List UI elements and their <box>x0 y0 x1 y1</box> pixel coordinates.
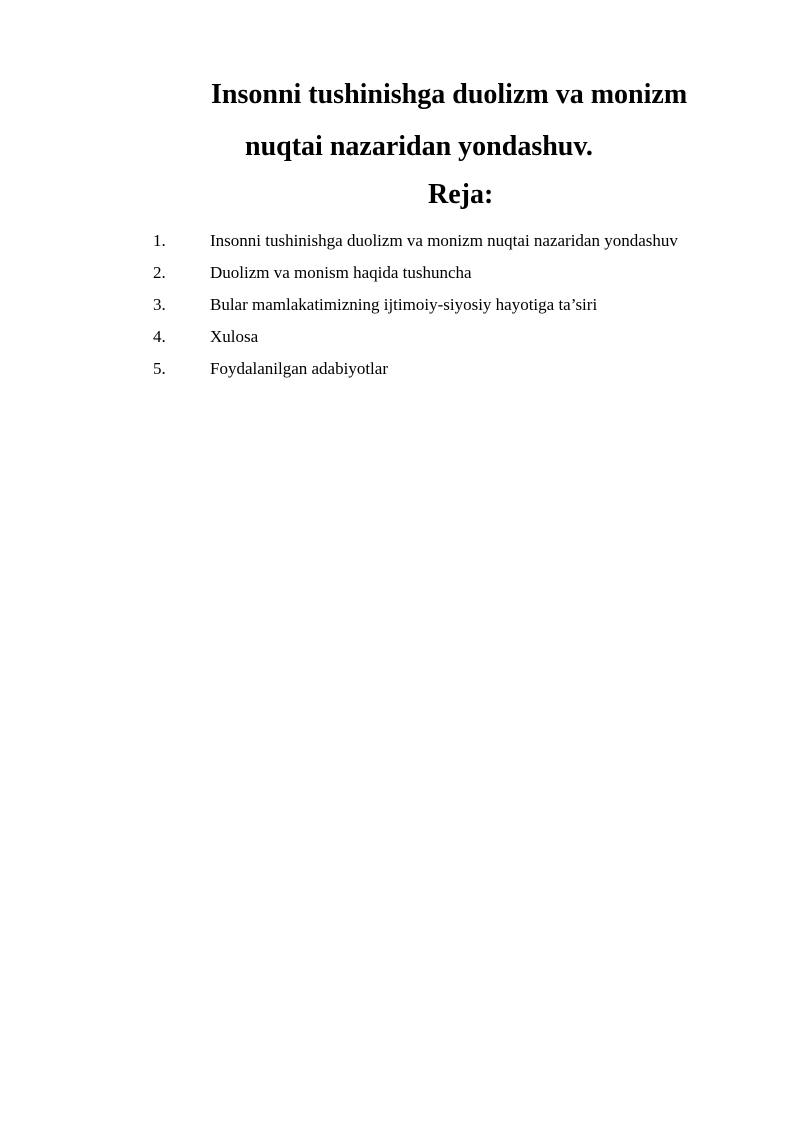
plan-item-number: 1. <box>153 231 166 250</box>
document-title-line-2: nuqtai nazaridan yondashuv. <box>245 131 593 162</box>
plan-item-text: Bular mamlakatimizning ijtimoiy-siyosiy hayotiga ta’siri <box>210 295 598 314</box>
plan-item-number: 3. <box>153 295 166 314</box>
document-title-line-1: Insonni tushinishga duolizm va monizm <box>211 79 688 110</box>
plan-item-number: 5. <box>153 359 166 378</box>
plan-item-4 <box>0 325 800 357</box>
plan-item-3 <box>0 293 800 325</box>
plan-item-2 <box>0 261 800 293</box>
plan-item-number: 4. <box>153 327 166 346</box>
plan-item-text: Duolizm va monism haqida tushuncha <box>210 263 472 282</box>
plan-item-number: 2. <box>153 263 166 282</box>
plan-item-text: Foydalanilgan adabiyotlar <box>210 359 388 378</box>
plan-item-text: Xulosa <box>210 327 259 346</box>
plan-item-1 <box>0 229 800 261</box>
plan-item-5 <box>0 357 800 389</box>
plan-item-text: Insonni tushinishga duolizm va monizm nuqtai nazaridan yondashuv <box>210 231 678 250</box>
plan-heading: Reja: <box>428 179 494 210</box>
plan-list <box>0 229 800 389</box>
